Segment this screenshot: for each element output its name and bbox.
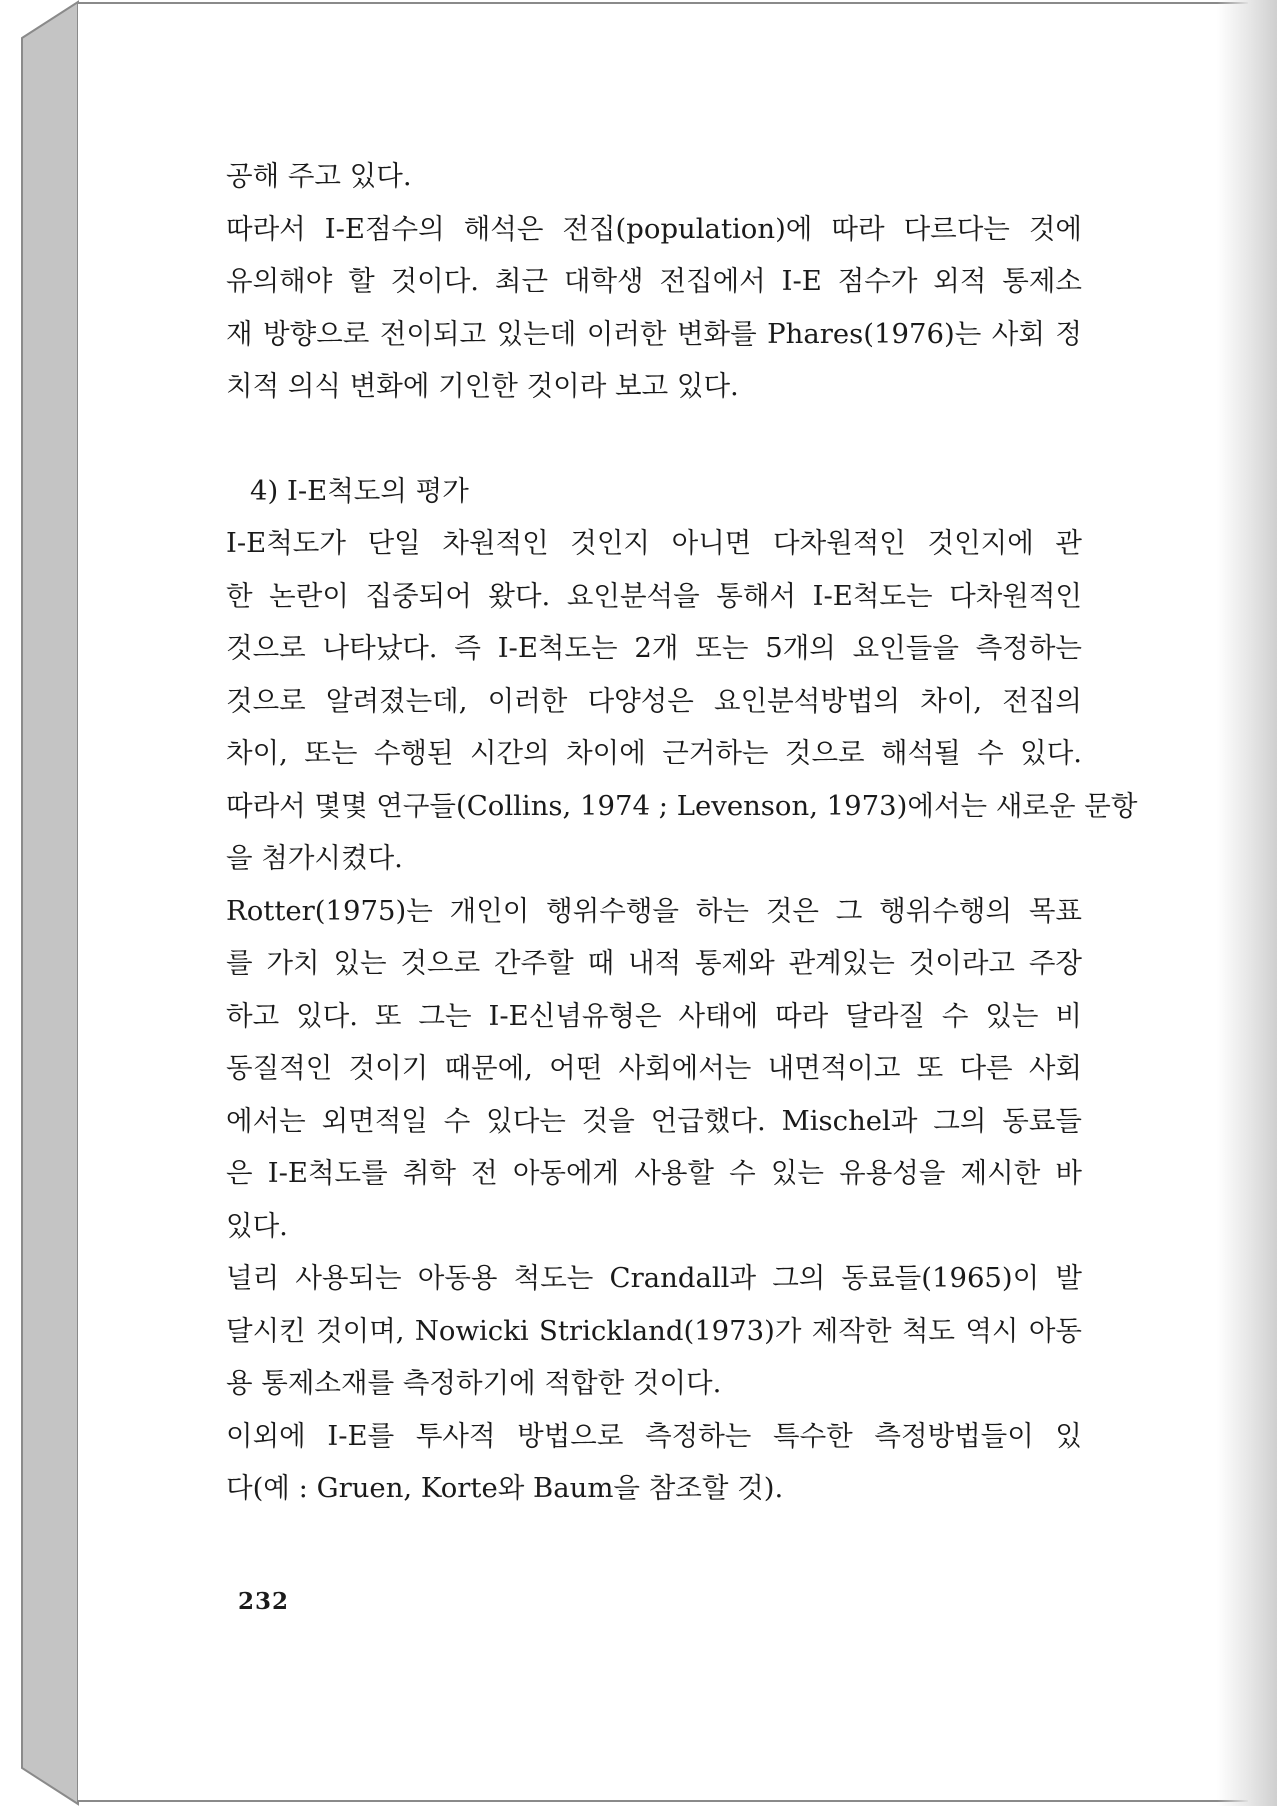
text-line: 따라서 I-E점수의 해석은 전집(population)에 따라 다르다는 것에 [226,212,1082,245]
text-line: Rotter(1975)는 개인이 행위수행을 하는 것은 그 행위수행의 목표 [226,894,1082,927]
text-line: 널리 사용되는 아동용 척도는 Crandall과 그의 동료들(1965)이 발 [226,1262,1082,1294]
text-line: 다(예 : Gruen, Korte와 Baum을 참조할 것). [226,1472,784,1504]
text-line: 것으로 알려졌는데, 이러한 다양성은 요인분석방법의 차이, 전집의 [226,684,1082,717]
text-line: I-E척도가 단일 차원적인 것인지 아니면 다차원적인 것인지에 관 [226,527,1082,559]
page-number: 232 [238,1588,290,1615]
text-line: 이외에 I-E를 투사적 방법으로 측정하는 특수한 측정방법들이 있 [226,1419,1082,1452]
text-line: 재 방향으로 전이되고 있는데 이러한 변화를 Phares(1976)는 사회 정 [226,317,1082,350]
text-line: 달시킨 것이며, Nowicki Strickland(1973)가 제작한 척도 역시 아동 [226,1314,1082,1347]
text-line: 따라서 몇몇 연구들(Collins, 1974 ; Levenson, 1973)에서는 새로운 문항 [226,789,1138,822]
paragraph-gap [226,413,1082,465]
text-line: 을 첨가시켰다. [226,842,403,874]
section-heading: 4) I-E척도의 평가 [250,474,469,507]
text-line: 있다. [226,1209,288,1242]
text-line: 공해 주고 있다. [226,160,412,192]
book-spine [0,0,80,1806]
text-line: 유의해야 할 것이다. 최근 대학생 전집에서 I-E 점수가 외적 통제소 [226,265,1082,297]
text-line: 치적 의식 변화에 기인한 것이라 보고 있다. [226,370,739,402]
text-line: 차이, 또는 수행된 시간의 차이에 근거하는 것으로 해석될 수 있다. [226,737,1082,769]
text-line: 한 논란이 집중되어 왔다. 요인분석을 통해서 I-E척도는 다차원적인 [226,579,1082,612]
text-line: 것으로 나타났다. 즉 I-E척도는 2개 또는 5개의 요인들을 측정하는 [226,632,1082,664]
text-line: 에서는 외면적일 수 있다는 것을 언급했다. Mischel과 그의 동료들 [226,1104,1082,1137]
body-text [226,150,1138,1515]
text-line: 동질적인 것이기 때문에, 어떤 사회에서는 내면적이고 또 다른 사회 [226,1052,1082,1084]
text-line: 용 통제소재를 측정하기에 적합한 것이다. [226,1367,722,1399]
text-line: 하고 있다. 또 그는 I-E신념유형은 사태에 따라 달라질 수 있는 비 [226,999,1082,1032]
text-line: 은 I-E척도를 취학 전 아동에게 사용할 수 있는 유용성을 제시한 바 [226,1157,1082,1189]
page-edge-shadow [1217,0,1277,1806]
text-line: 를 가치 있는 것으로 간주할 때 내적 통제와 관계있는 것이라고 주장 [226,947,1082,979]
